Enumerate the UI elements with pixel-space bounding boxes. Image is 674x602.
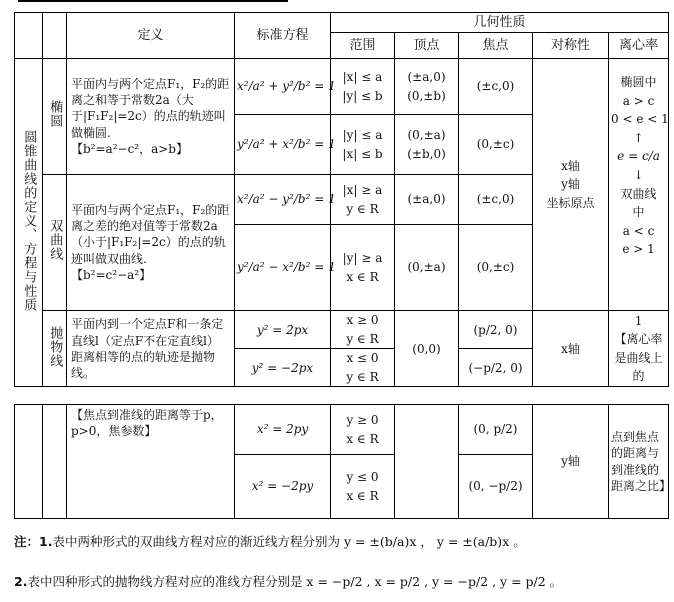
- hyperbola-range-2: [331, 225, 395, 311]
- range-line: x ∈ R: [346, 431, 379, 446]
- section-label-cell: [15, 59, 43, 387]
- range-line: y ≤ 0: [346, 469, 379, 484]
- range-line: |y| ≤ b: [342, 88, 383, 103]
- hyperbola-name-cell: [43, 175, 67, 311]
- ecc-line: 0 < e < 1: [611, 112, 669, 127]
- parabola-name: 抛物线: [47, 325, 63, 368]
- symmetry-line: 坐标原点: [546, 195, 595, 210]
- conic-eccentricity: [609, 59, 669, 311]
- range-line: x ∈ R: [346, 269, 379, 284]
- parabola-eq-2: y² = −2px: [235, 349, 331, 387]
- blank-cell: [15, 405, 43, 519]
- parabola-range-4: [331, 455, 395, 519]
- header-standard-eq: 标准方程: [235, 13, 331, 59]
- section-label: 圆锥曲线的定义、方程与性质: [21, 129, 37, 312]
- header-geo-props: 几何性质: [331, 13, 669, 33]
- ellipse-definition: 平面内与两个定点F₁，F₂的距离之和等于常数2a（大于|F₁F₂|=2c）的点的轨迹叫做椭圆.: [71, 77, 230, 140]
- hyperbola-relation: 【b²=c²−a²】: [71, 267, 152, 282]
- header-definition: 定义: [67, 13, 235, 59]
- hyperbola-vertex-1: (±a,0): [395, 175, 459, 225]
- note-1-text: 表中两种形式的双曲线方程对应的渐近线方程分别为 y = ±(b/a)x ， y = ±(a/b)x 。: [52, 534, 526, 549]
- ecc-line: a > c: [622, 93, 655, 108]
- parabola-y-table: [14, 404, 672, 519]
- parabola-y-symmetry: y轴: [533, 405, 609, 519]
- parabola-eq-1: y² = 2px: [235, 311, 331, 349]
- parabola-ecc-top: [609, 311, 669, 387]
- range-line: x ≥ 0: [346, 313, 379, 327]
- ellipse-eq-2: y²/a² + x²/b² = 1: [235, 115, 331, 175]
- hyperbola-range-1: [331, 175, 395, 225]
- ellipse-focus-1: (±c,0): [459, 59, 533, 115]
- ellipse-name: 椭圆: [47, 100, 63, 129]
- hyperbola-focus-1: (±c,0): [459, 175, 533, 225]
- parabola-ecc-bottom: 点到焦点的距离与到准线的距离之比】: [609, 405, 669, 519]
- conic-table: [14, 12, 669, 387]
- parabola-x-symmetry: x轴: [533, 311, 609, 387]
- ecc-line: e > 1: [622, 242, 655, 257]
- hyperbola-definition: 平面内与两个定点F₁，F₂的距离之差的绝对值等于常数2a（小于|F₁F₂|=2c）的点的轨迹叫做双曲线.: [71, 203, 230, 266]
- ellipse-range-1: [331, 59, 395, 115]
- note-2: [14, 572, 562, 590]
- parabola-vertex-blank: [395, 405, 459, 519]
- range-line: |x| ≤ b: [342, 146, 383, 161]
- ecc-line: 中: [632, 205, 645, 220]
- note-label: 注：: [14, 534, 40, 549]
- hyperbola-vertex-2: (0,±a): [395, 225, 459, 311]
- hyperbola-eq-1: x²/a² − y²/b² = 1: [235, 175, 331, 225]
- blank-cell: [43, 405, 67, 519]
- ellipse-eq-1: x²/a² + y²/b² = 1: [235, 59, 331, 115]
- range-line: |y| ≤ a: [342, 127, 383, 142]
- header-eccentricity: 离心率: [609, 33, 669, 59]
- ecc-line: 椭圆中: [620, 75, 657, 89]
- header-range: 范围: [331, 33, 395, 59]
- parabola-name-cell: [43, 311, 67, 387]
- arrow-down-icon: ↓: [633, 167, 644, 182]
- note-2-label: 2.: [14, 574, 28, 589]
- conic-symmetry: [533, 59, 609, 311]
- header-symmetry: 对称性: [533, 33, 609, 59]
- header-focus: 焦点: [459, 33, 533, 59]
- corner-cell-2: [43, 13, 67, 59]
- ecc-formula: e = c/a: [617, 149, 660, 164]
- vertex-line: (0,±a): [407, 127, 446, 142]
- symmetry-line: y轴: [561, 177, 580, 192]
- range-line: x ∈ R: [346, 488, 379, 503]
- hyperbola-eq-2: y²/a² − x²/b² = 1: [235, 225, 331, 311]
- range-line: |x| ≥ a: [342, 182, 383, 197]
- vertex-line: (±b,0): [407, 146, 446, 161]
- range-line: y ∈ R: [346, 201, 379, 216]
- vertex-line: (±a,0): [407, 69, 446, 84]
- corner-cell: [15, 13, 43, 59]
- parabola-focus-1: (p/2, 0): [459, 311, 533, 349]
- top-rule: [18, 0, 288, 6]
- parabola-param-note: 【焦点到准线的距离等于p，p>0，焦参数】: [67, 405, 235, 519]
- parabola-eq-4: x² = −2py: [235, 455, 331, 519]
- header-vertex: 顶点: [395, 33, 459, 59]
- note-1: [14, 532, 526, 550]
- note-1-label: 1.: [39, 534, 53, 549]
- ellipse-focus-2: (0,±c): [459, 115, 533, 175]
- parabola-definition: 平面内到一个定点F和一条定直线l（定点F不在定直线l）距离相等的点的轨迹是抛物线。: [67, 311, 235, 387]
- vertex-line: (0,±b): [407, 88, 446, 103]
- parabola-focus-3: (0, p/2): [459, 405, 533, 455]
- ellipse-range-2: [331, 115, 395, 175]
- range-line: |x| ≤ a: [342, 69, 383, 84]
- parabola-range-1: [331, 311, 395, 349]
- hyperbola-definition-cell: [67, 175, 235, 311]
- ellipse-vertex-2: [395, 115, 459, 175]
- ecc-note: 【离心率是曲线上的: [614, 332, 663, 384]
- range-line: y ∈ R: [346, 369, 379, 384]
- ecc-line: 双曲线: [620, 186, 657, 201]
- range-line: y ≥ 0: [346, 412, 379, 427]
- parabola-range-3: [331, 405, 395, 455]
- hyperbola-focus-2: (0,±c): [459, 225, 533, 311]
- hyperbola-name: 双曲线: [47, 219, 63, 262]
- range-line: y ∈ R: [346, 331, 379, 346]
- ellipse-definition-cell: [67, 59, 235, 175]
- ellipse-name-cell: [43, 59, 67, 175]
- note-2-text: 表中四种形式的抛物线方程对应的准线方程分别是 x = −p/2 , x = p/2 , y = −p/2 , y = p/2 。: [27, 574, 563, 589]
- arrow-up-icon: ↑: [633, 130, 644, 145]
- parabola-range-2: [331, 349, 395, 387]
- parabola-vertex: (0,0): [395, 311, 459, 387]
- ellipse-relation: 【b²=a²−c²，a>b】: [71, 141, 188, 156]
- symmetry-line: x轴: [561, 158, 580, 173]
- ecc-value: 1: [634, 313, 643, 328]
- range-line: |y| ≥ a: [342, 250, 383, 265]
- ellipse-vertex-1: [395, 59, 459, 115]
- range-line: x ≤ 0: [346, 351, 379, 366]
- parabola-focus-4: (0, −p/2): [459, 455, 533, 519]
- ecc-line: a < c: [622, 223, 655, 238]
- parabola-focus-2: (−p/2, 0): [459, 349, 533, 387]
- parabola-eq-3: x² = 2py: [235, 405, 331, 455]
